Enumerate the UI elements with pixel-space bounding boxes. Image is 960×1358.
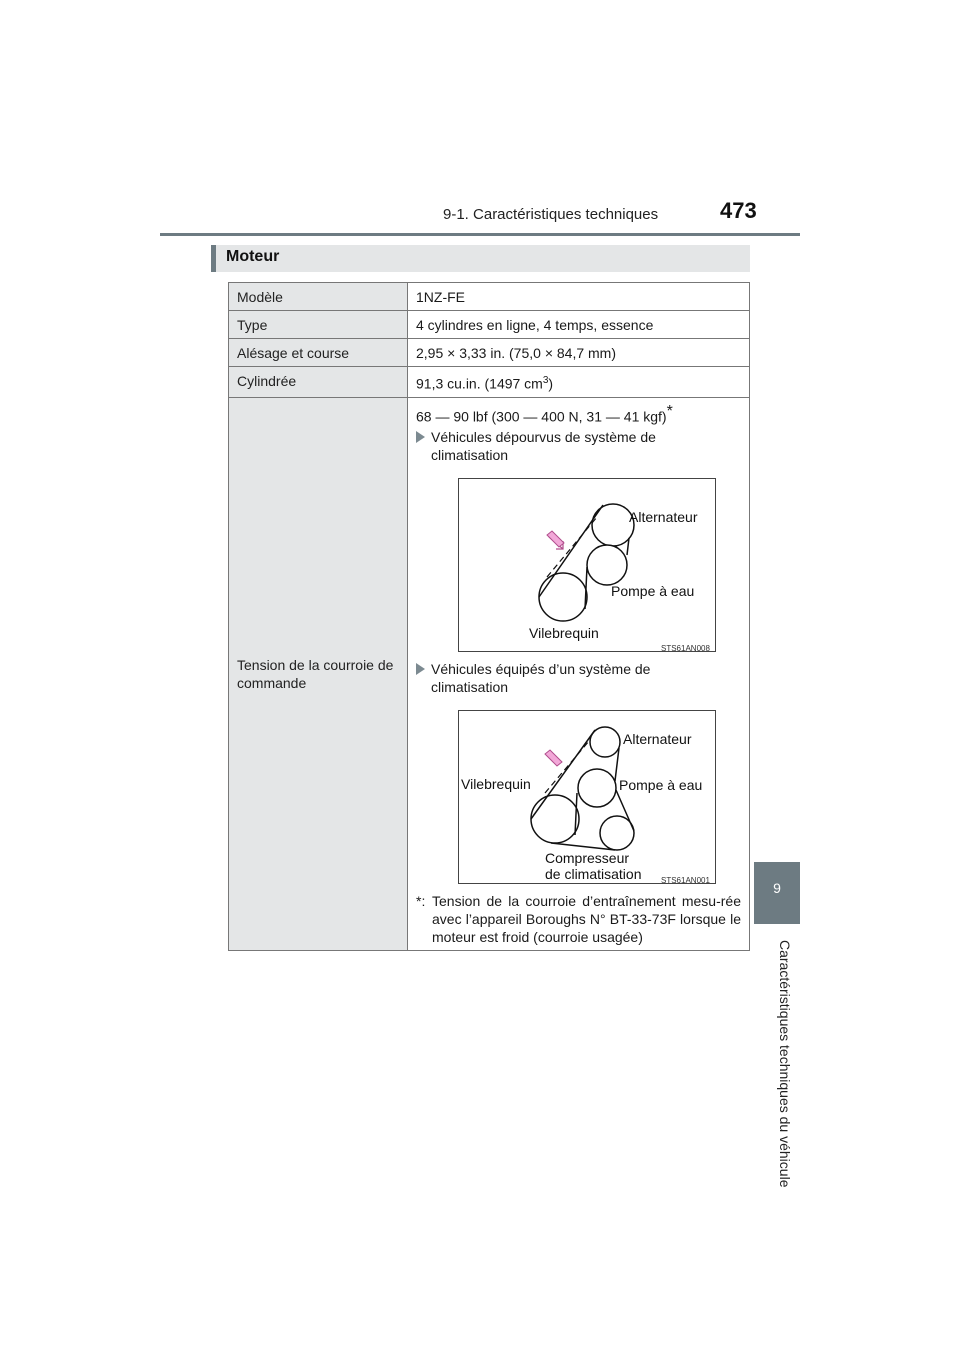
table-row bbox=[229, 397, 750, 951]
row-key: Modèle bbox=[229, 283, 408, 311]
row-key-belt-tension: Tension de la courroie de commande bbox=[229, 397, 408, 951]
engine-spec-table bbox=[228, 282, 750, 951]
chapter-title: Caractéristiques techniques du véhicule bbox=[777, 940, 793, 1188]
belt-tension-spec bbox=[416, 403, 741, 426]
running-header-title: 9-1. Caractéristiques techniques bbox=[443, 206, 659, 223]
figure-code: STS61AN001 bbox=[661, 876, 710, 886]
label-water-pump: Pompe à eau bbox=[619, 777, 703, 794]
header-rule bbox=[160, 233, 800, 236]
bullet-triangle-icon bbox=[416, 431, 425, 443]
row-value bbox=[408, 367, 750, 398]
row-key: Alésage et course bbox=[229, 339, 408, 367]
bullet-text bbox=[431, 660, 650, 696]
belt-diagram-no-ac bbox=[458, 478, 716, 652]
table-row bbox=[229, 311, 750, 339]
bullet-line: Véhicules dépourvus de système de bbox=[431, 429, 656, 446]
section-title: Moteur bbox=[226, 248, 280, 265]
bullet-no-ac bbox=[416, 428, 741, 464]
row-value: 4 cylindres en ligne, 4 temps, essence bbox=[408, 311, 750, 339]
belt-tension-value: 68 — 90 lbf (300 — 400 N, 31 — 41 kgf) bbox=[416, 408, 667, 425]
table-row bbox=[229, 339, 750, 367]
unit-exponent: 3 bbox=[542, 375, 549, 386]
label-water-pump: Pompe à eau bbox=[611, 583, 695, 600]
footnote-mark: * bbox=[666, 402, 673, 420]
footnote-text: Tension de la courroie d’entraînement mesu-rée avec l’appareil Boroughs N° BT-33-73F lorsque le moteur est froid (courroie usagée) bbox=[432, 893, 741, 946]
bullet-with-ac bbox=[416, 660, 741, 696]
section-accent bbox=[211, 245, 216, 272]
displacement-value: 91,3 cu.in. (1497 cm bbox=[416, 375, 543, 392]
label-crankshaft: Vilebrequin bbox=[461, 776, 531, 793]
row-value: 2,95 × 3,33 in. (75,0 × 84,7 mm) bbox=[408, 339, 750, 367]
chapter-tab[interactable] bbox=[754, 862, 800, 924]
figure-code: STS61AN008 bbox=[661, 644, 710, 654]
section-heading bbox=[211, 245, 750, 272]
label-compressor-line1: Compresseur bbox=[545, 850, 630, 867]
footnote-marker: *: bbox=[416, 893, 426, 910]
belt-diagram-with-ac bbox=[458, 710, 716, 884]
table-row bbox=[229, 367, 750, 398]
table-row bbox=[229, 283, 750, 311]
bullet-line-cont: climatisation bbox=[431, 679, 509, 696]
row-value: 1NZ-FE bbox=[408, 283, 750, 311]
bullet-line: Véhicules équipés d’un système de bbox=[431, 661, 651, 678]
label-crankshaft: Vilebrequin bbox=[529, 625, 599, 642]
row-value-belt-tension bbox=[408, 397, 750, 951]
bullet-triangle-icon bbox=[416, 663, 425, 675]
page-number: 473 bbox=[720, 198, 757, 223]
footnote bbox=[416, 892, 741, 946]
label-alternator: Alternateur bbox=[629, 509, 698, 526]
label-compressor-line2: de climatisation bbox=[545, 866, 642, 883]
displacement-suffix: ) bbox=[548, 375, 554, 392]
chapter-number: 9 bbox=[773, 880, 781, 896]
label-alternator: Alternateur bbox=[623, 731, 692, 748]
bullet-line-cont: climatisation bbox=[431, 447, 509, 464]
row-key: Cylindrée bbox=[229, 367, 408, 398]
bullet-text bbox=[431, 428, 656, 464]
row-key: Type bbox=[229, 311, 408, 339]
